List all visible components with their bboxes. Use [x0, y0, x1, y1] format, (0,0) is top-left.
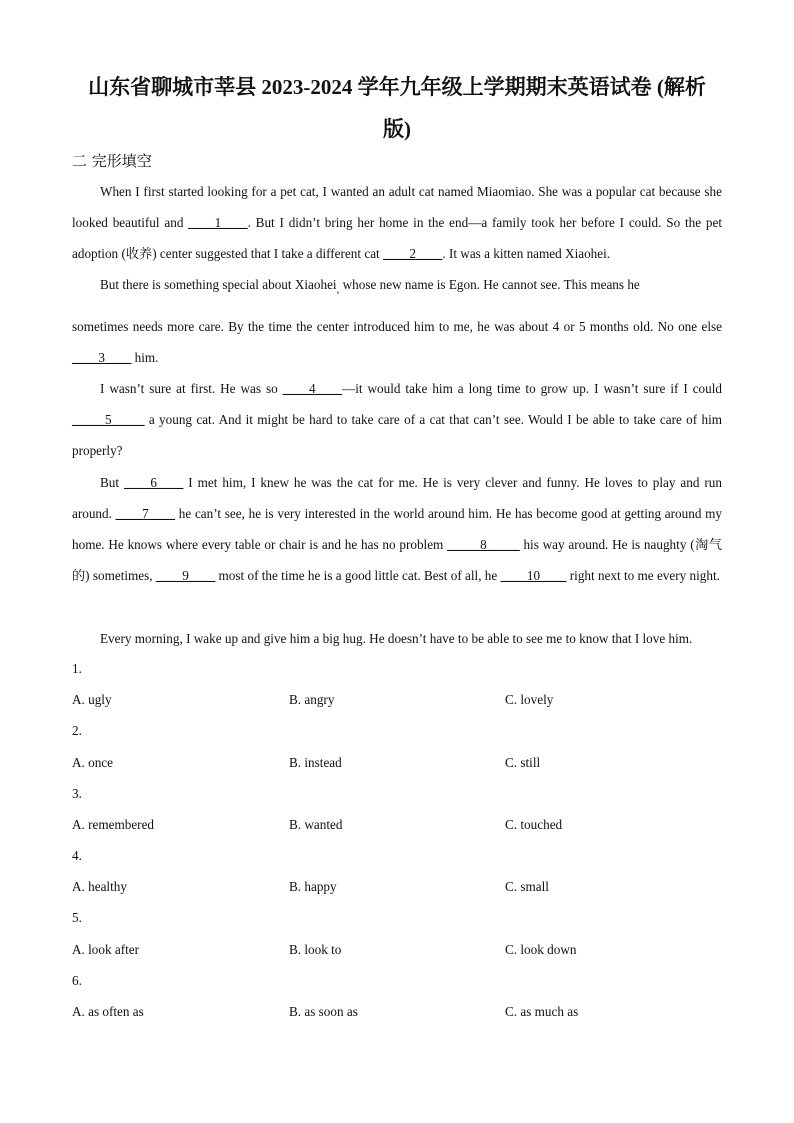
- option-b[interactable]: B. wanted: [289, 817, 343, 832]
- text: he can’t see, he is very interested in the world around him. He has become good at getting around my home. He knows where every table or chair is and he has no problem: [72, 506, 723, 552]
- text: . But I didn’t bring her home in the end—a family took her before I could. So the pet adoption (收养) center suggested that I take a different cat: [72, 215, 722, 261]
- question-number: 4.: [72, 848, 82, 863]
- blank-4: ____4____: [282, 381, 342, 396]
- title-line-1: 山东省聊城市莘县 2023-2024 学年九年级上学期期末英语试卷 (解析: [88, 75, 706, 99]
- option-c[interactable]: C. look down: [505, 942, 577, 957]
- blank-5: _____5_____: [72, 412, 145, 427]
- section-heading: 二 完形填空: [72, 152, 152, 170]
- option-b[interactable]: B. angry: [289, 692, 335, 707]
- text: sometimes needs more care. By the time the center introduced him to me, he was about 4 or 5 months old. No one else: [72, 319, 722, 334]
- blank-9: ____9____: [155, 568, 216, 583]
- text: a young cat. And it might be hard to take care of a cat that can’t see. Would I be able to take care of him properly?: [72, 412, 722, 458]
- option-a[interactable]: A. ugly: [72, 692, 112, 707]
- text: But there is something special about Xiaohei: [100, 277, 337, 292]
- blank-6: ____6____: [124, 475, 184, 490]
- text: When I first started looking for a pet cat, I wanted an adult cat named Miaomiao. She was a popular cat because she looked beautiful and: [72, 184, 722, 230]
- blank-1: ____1____: [188, 215, 248, 230]
- paragraph-1: [72, 176, 722, 269]
- paragraph-5: Every morning, I wake up and give him a big hug. He doesn’t have to be able to see me to know that I love him.: [100, 631, 693, 646]
- blank-7: ____7____: [115, 506, 176, 521]
- option-b[interactable]: B. look to: [289, 942, 342, 957]
- stray-comma: ,: [336, 283, 340, 296]
- question-number: 2.: [72, 723, 82, 738]
- paragraph-2-line-1: [72, 269, 722, 306]
- full-title: [0, 0, 1, 1]
- document-title: [70, 66, 724, 150]
- option-a[interactable]: A. once: [72, 755, 114, 770]
- option-a[interactable]: A. as often as: [72, 1004, 144, 1019]
- question-number: 3.: [72, 786, 82, 801]
- option-a[interactable]: A. look after: [72, 942, 140, 957]
- text: him.: [131, 350, 159, 365]
- text: most of the time he is a good little cat. Best of all, he: [215, 568, 501, 583]
- paragraph-3: [72, 373, 722, 466]
- text: his way around. He is naughty (淘气的) sometimes,: [72, 537, 722, 583]
- text: I wasn’t sure at first. He was so: [100, 381, 283, 396]
- text: —it would take him a long time to grow up. I wasn’t sure if I could: [342, 381, 723, 396]
- text: I met him, I knew he was the cat for me. He is very clever and funny. He loves to play and run around.: [72, 475, 722, 521]
- option-c[interactable]: C. still: [505, 755, 541, 770]
- blank-10: ____10____: [500, 568, 567, 583]
- question-number: 5.: [72, 910, 82, 925]
- title-line-2: 版): [383, 117, 411, 141]
- blank-8: _____8_____: [447, 537, 520, 552]
- option-b[interactable]: B. as soon as: [289, 1004, 358, 1019]
- blank-3: ____3____: [72, 350, 132, 365]
- option-c[interactable]: C. touched: [505, 817, 563, 832]
- text: whose new name is Egon. He cannot see. This means he: [339, 277, 640, 292]
- option-c[interactable]: C. as much as: [505, 1004, 579, 1019]
- paragraph-4: [72, 467, 722, 591]
- option-a[interactable]: A. healthy: [72, 879, 127, 894]
- question-number: 6.: [72, 973, 82, 988]
- text: But: [100, 475, 124, 490]
- blank-2: ____2____: [383, 246, 443, 261]
- option-c[interactable]: C. lovely: [505, 692, 554, 707]
- option-b[interactable]: B. instead: [289, 755, 342, 770]
- option-b[interactable]: B. happy: [289, 879, 337, 894]
- option-a[interactable]: A. remembered: [72, 817, 155, 832]
- question-number: 1.: [72, 661, 82, 676]
- text: right next to me every night.: [566, 568, 720, 583]
- text: . It was a kitten named Xiaohei.: [442, 246, 611, 261]
- option-c[interactable]: C. small: [505, 879, 549, 894]
- paragraph-2-rest: [72, 311, 722, 373]
